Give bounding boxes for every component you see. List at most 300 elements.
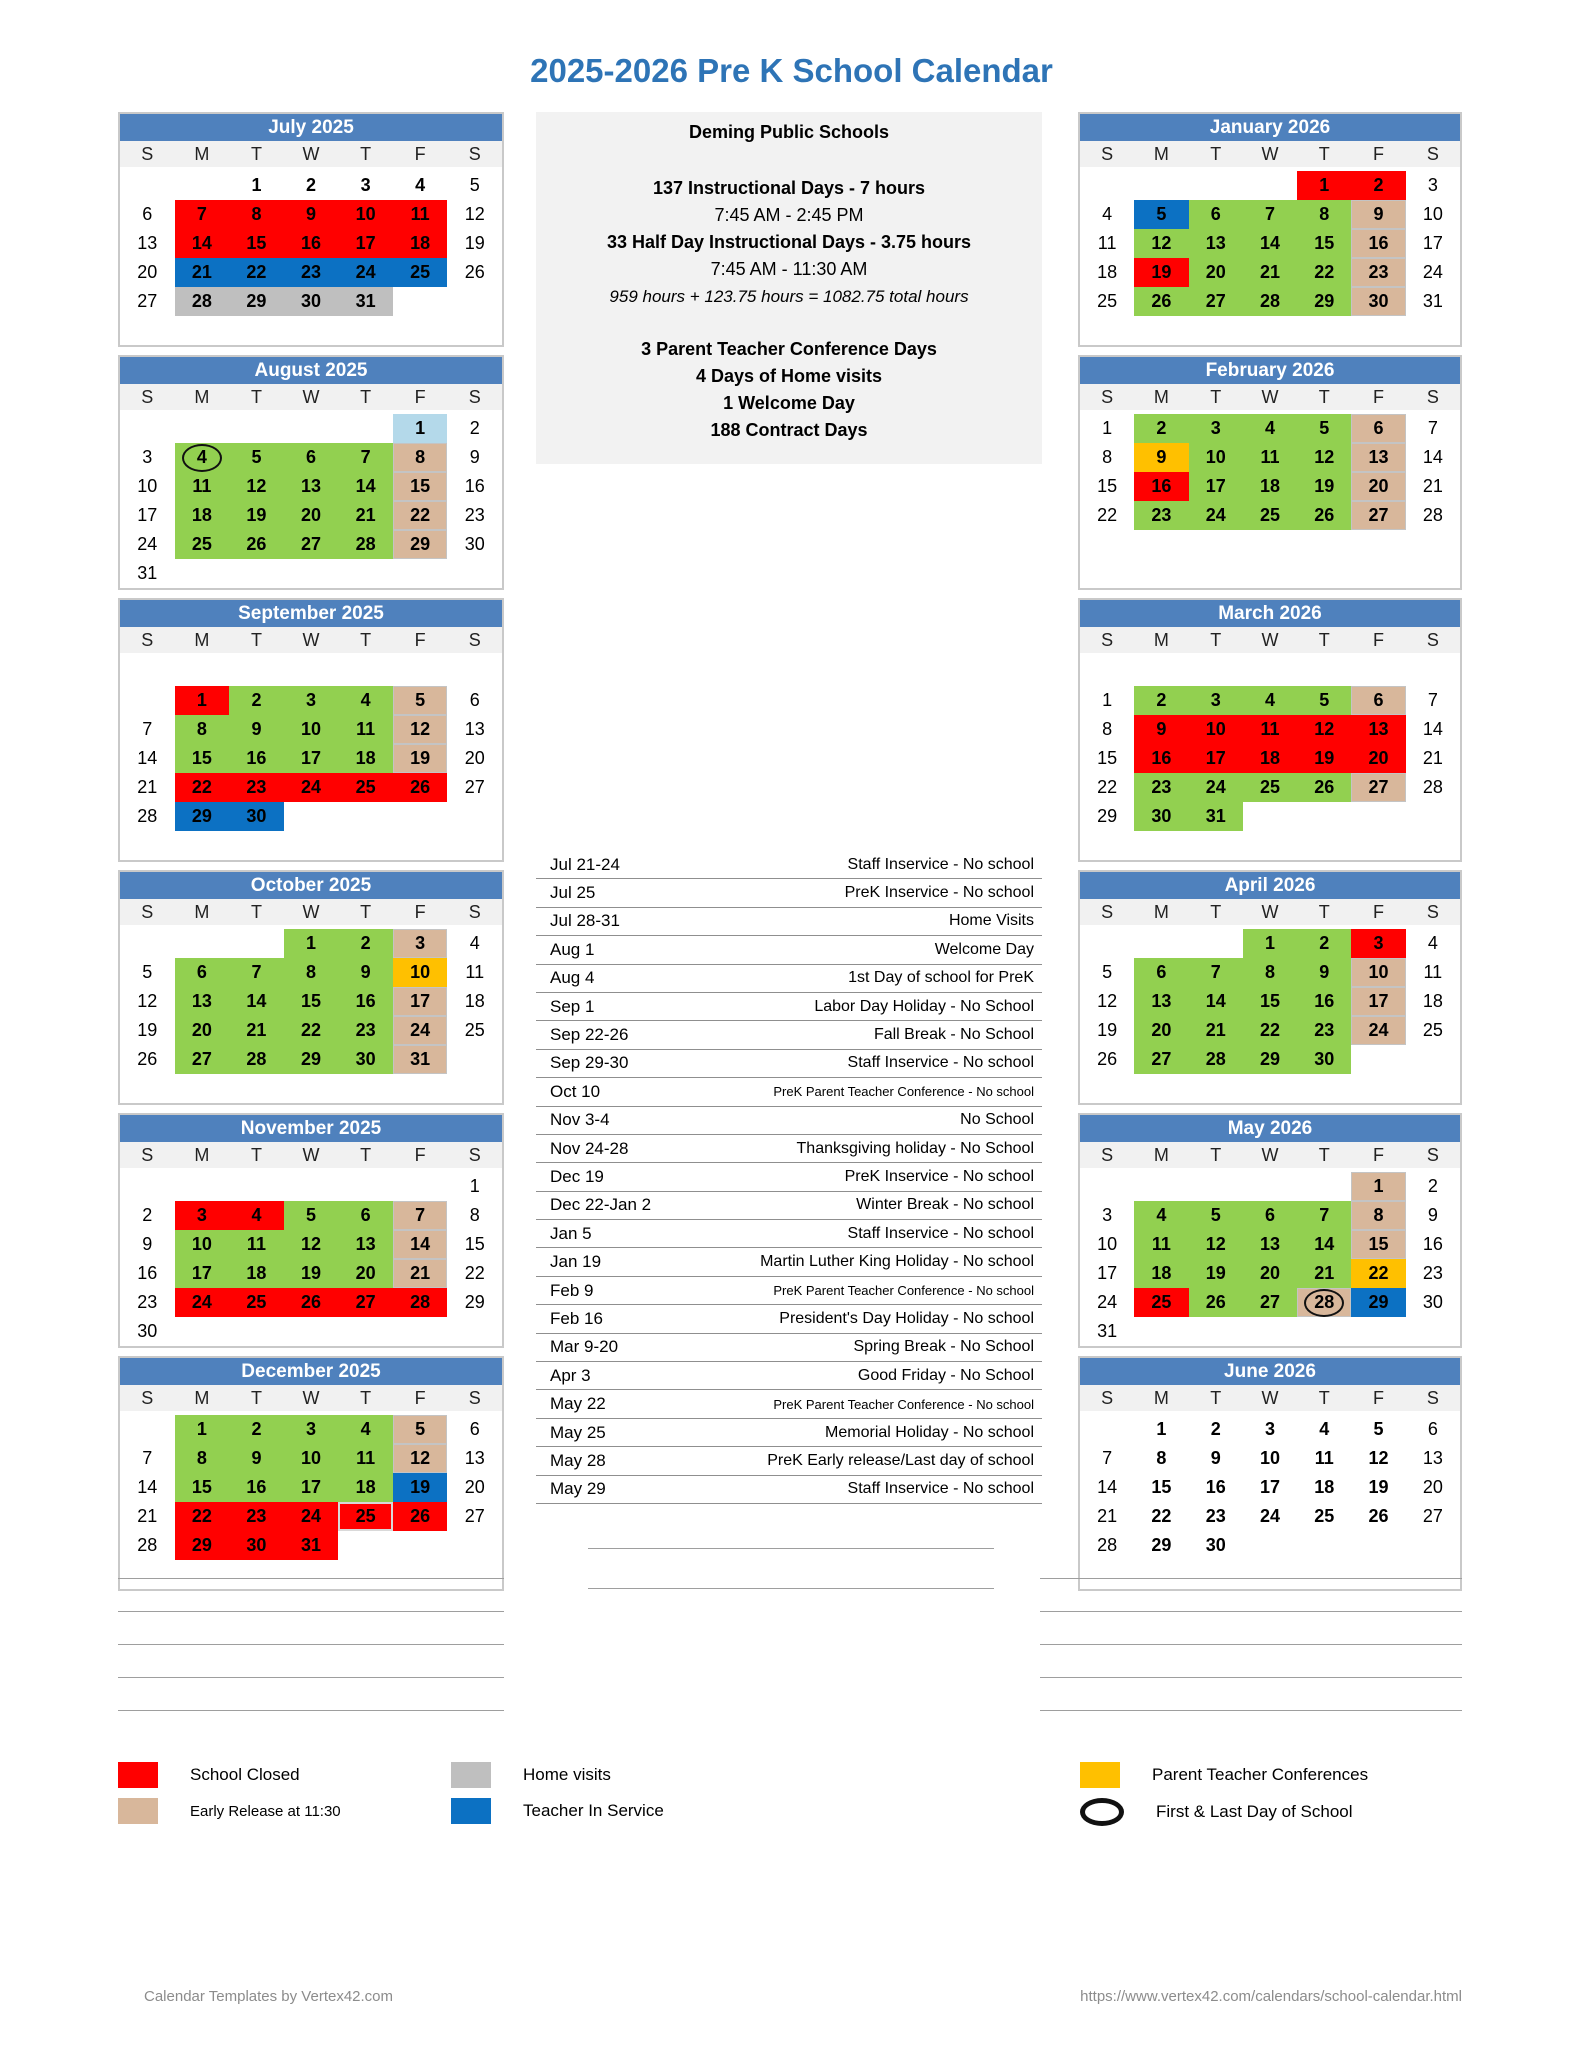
event-date: Jan 5: [550, 1223, 592, 1243]
week-row: [120, 831, 502, 860]
date-cell: 13: [175, 987, 230, 1016]
date-cell: 2: [229, 1415, 284, 1444]
date-cell: 12: [284, 1230, 339, 1259]
empty-cell: [120, 1560, 175, 1589]
info-line: 1 Welcome Day: [723, 393, 855, 413]
date-cell: 13: [1189, 229, 1243, 258]
date-cell: 4: [1102, 204, 1113, 224]
date-cell: 5: [1373, 1419, 1384, 1439]
date-cell: 16: [1205, 1477, 1226, 1497]
date-cell: 6: [284, 443, 339, 472]
empty-cell: [393, 1172, 448, 1201]
date-cell: 29: [284, 1045, 339, 1074]
legend-swatch-y: [1080, 1762, 1120, 1788]
date-cell: 3: [284, 686, 339, 715]
empty-cell: [1243, 1074, 1297, 1103]
note-line: [1040, 1710, 1462, 1711]
legend-swatch-ellipse: [1080, 1798, 1124, 1826]
month-title: November 2025: [120, 1115, 502, 1142]
date-cell: 26: [1097, 1049, 1118, 1069]
empty-cell: [1189, 657, 1243, 686]
date-cell: 1: [393, 414, 448, 443]
day-of-week-label: M: [194, 144, 210, 164]
date-cell: 24: [1189, 773, 1243, 802]
event-row: [536, 1078, 1042, 1106]
info-line: 188 Contract Days: [710, 420, 868, 440]
left-calendar-column: [118, 112, 504, 1599]
date-cell: 22: [1151, 1506, 1172, 1526]
date-cell: 9: [1427, 1205, 1438, 1225]
date-cell: 17: [1259, 1477, 1280, 1497]
date-cell: 5: [1297, 686, 1351, 715]
day-of-week-label: F: [414, 1388, 426, 1408]
day-of-week-label: F: [414, 387, 426, 407]
event-description: 1st Day of school for PreK: [848, 969, 1034, 987]
note-line: [118, 1644, 504, 1645]
day-of-week-label: W: [1261, 387, 1279, 407]
day-of-week-label: S: [1426, 1145, 1439, 1165]
date-cell: 26: [393, 773, 448, 802]
empty-cell: [1406, 831, 1460, 860]
day-of-week-label: S: [468, 630, 481, 650]
date-cell: 28: [1189, 1045, 1243, 1074]
date-cell: 30: [338, 1045, 393, 1074]
date-cell: 12: [1189, 1230, 1243, 1259]
date-cell: 30: [1134, 802, 1188, 831]
date-cell: 11: [1243, 443, 1297, 472]
day-of-week-label: T: [250, 1145, 262, 1165]
date-cell: 17: [338, 229, 393, 258]
event-row: [536, 1277, 1042, 1305]
date-cell: 9: [1297, 958, 1351, 987]
empty-cell: [229, 657, 284, 686]
week-row: [120, 258, 502, 287]
day-of-week-label: T: [1318, 902, 1330, 922]
empty-cell: [1297, 559, 1351, 588]
empty-cell: [120, 929, 175, 958]
empty-cell: [1351, 1560, 1405, 1589]
day-of-week-label: T: [1318, 1145, 1330, 1165]
empty-cell: [120, 657, 175, 686]
event-date: Feb 16: [550, 1308, 603, 1328]
date-cell: 22: [1297, 258, 1351, 287]
empty-cell: [175, 559, 230, 588]
day-of-week-label: S: [141, 144, 154, 164]
date-cell: 28: [393, 1288, 448, 1317]
day-of-week-label: S: [1101, 630, 1114, 650]
empty-cell: [120, 831, 175, 860]
week-row: [120, 1502, 502, 1531]
empty-cell: [1406, 530, 1460, 559]
date-cell: 6: [1427, 1419, 1438, 1439]
date-cell: 2: [1351, 171, 1405, 200]
date-cell: 28: [137, 806, 158, 826]
day-of-week-label: T: [1210, 387, 1222, 407]
event-date: Oct 10: [550, 1081, 601, 1101]
empty-cell: [1351, 802, 1405, 831]
week-row: [1080, 657, 1460, 686]
week-row: [120, 715, 502, 744]
date-cell: 12: [464, 204, 485, 224]
first-last-day-circle: [1304, 1289, 1344, 1317]
empty-cell: [175, 1317, 230, 1346]
date-cell: 19: [1097, 1020, 1118, 1040]
empty-cell: [284, 559, 339, 588]
info-line: [536, 310, 1042, 336]
event-row: [536, 879, 1042, 907]
date-cell: 3: [284, 1415, 339, 1444]
date-cell: 4: [1319, 1419, 1330, 1439]
date-cell: 4: [1243, 414, 1297, 443]
date-cell: 24: [284, 773, 339, 802]
empty-cell: [1080, 831, 1134, 860]
week-row: [1080, 316, 1460, 345]
date-cell: 9: [469, 447, 480, 467]
date-cell: 18: [1314, 1477, 1335, 1497]
day-of-week-label: S: [141, 1388, 154, 1408]
date-cell: 22: [1097, 777, 1118, 797]
legend-swatch-b: [451, 1798, 491, 1824]
date-cell: 3: [1189, 686, 1243, 715]
date-cell: 4: [338, 1415, 393, 1444]
date-cell: 14: [137, 1477, 158, 1497]
week-row: [120, 414, 502, 443]
date-cell: 30: [1422, 1292, 1443, 1312]
week-row: [120, 1230, 502, 1259]
date-cell: 16: [229, 1473, 284, 1502]
month-calendar-january-2026: [1078, 112, 1462, 347]
empty-cell: [338, 1317, 393, 1346]
date-cell: 25: [1422, 1020, 1443, 1040]
day-of-week-label: F: [414, 630, 426, 650]
event-description: Home Visits: [948, 912, 1034, 930]
event-row: [536, 1050, 1042, 1078]
empty-cell: [175, 1560, 230, 1589]
event-date: Dec 22-Jan 2: [550, 1195, 652, 1215]
empty-cell: [175, 171, 230, 200]
day-of-week-label: S: [1426, 902, 1439, 922]
date-cell: 22: [229, 258, 284, 287]
footer-url-link[interactable]: https://www.vertex42.com/calendars/school-calendar.html: [1080, 1988, 1462, 2005]
empty-cell: [393, 559, 448, 588]
empty-cell: [120, 1172, 175, 1201]
day-of-week-label: T: [1210, 1388, 1222, 1408]
date-cell: 27: [175, 1045, 230, 1074]
week-row: [120, 1560, 502, 1589]
event-description: Staff Inservice - No school: [847, 855, 1034, 873]
legend-item: [451, 1798, 664, 1824]
event-date: May 25: [550, 1422, 606, 1442]
empty-cell: [284, 1560, 339, 1589]
date-cell: 22: [464, 1263, 485, 1283]
date-cell: 1: [284, 929, 339, 958]
date-cell: 2: [338, 929, 393, 958]
date-cell: 21: [137, 1506, 158, 1526]
empty-cell: [338, 831, 393, 860]
event-date: Jan 19: [550, 1252, 602, 1272]
date-cell: 28: [137, 1535, 158, 1555]
empty-cell: [1297, 1531, 1351, 1560]
date-cell: 30: [1205, 1535, 1226, 1555]
date-cell: 30: [1351, 287, 1405, 316]
date-cell: 7: [229, 958, 284, 987]
week-row: [120, 987, 502, 1016]
empty-cell: [120, 1415, 175, 1444]
week-row: [120, 744, 502, 773]
date-cell: 12: [229, 472, 284, 501]
date-cell: 17: [1351, 987, 1405, 1016]
empty-cell: [338, 559, 393, 588]
first-last-day-circle: [182, 444, 222, 472]
date-cell: 3: [1102, 1205, 1113, 1225]
date-cell: 19: [1297, 472, 1351, 501]
day-of-week-label: S: [1101, 387, 1114, 407]
month-calendar-july-2025: [118, 112, 504, 347]
date-cell: 11: [1134, 1230, 1188, 1259]
info-line: 137 Instructional Days - 7 hours: [652, 178, 926, 198]
empty-cell: [338, 414, 393, 443]
date-cell: 27: [1351, 501, 1405, 530]
date-cell: 1: [469, 1176, 480, 1196]
date-cell: 10: [1189, 443, 1243, 472]
date-cell: 22: [284, 1016, 339, 1045]
date-cell: 23: [1297, 1016, 1351, 1045]
date-cell: 13: [338, 1230, 393, 1259]
date-cell: 20: [1422, 1477, 1443, 1497]
date-cell: 8: [1297, 200, 1351, 229]
event-date: Aug 1: [550, 939, 595, 959]
date-cell: 28: [1097, 1535, 1118, 1555]
day-of-week-label: S: [468, 1388, 481, 1408]
date-cell: 11: [175, 472, 230, 501]
legend-item: [1080, 1762, 1368, 1788]
info-line: 3 Parent Teacher Conference Days: [641, 339, 937, 359]
date-cell: 4: [1134, 1201, 1188, 1230]
date-cell: 1: [175, 686, 230, 715]
empty-cell: [393, 657, 448, 686]
date-cell: 2: [1427, 1176, 1438, 1196]
week-row: [1080, 744, 1460, 773]
day-of-week-label: S: [1426, 1388, 1439, 1408]
empty-cell: [1134, 171, 1188, 200]
date-cell: 14: [1422, 447, 1443, 467]
date-cell: 15: [464, 1234, 485, 1254]
week-row: [1080, 1317, 1460, 1346]
day-of-week-label: F: [414, 144, 426, 164]
week-row: [1080, 1045, 1460, 1074]
empty-cell: [1297, 1172, 1351, 1201]
month-title: April 2026: [1080, 872, 1460, 899]
date-cell: 20: [1351, 472, 1405, 501]
date-cell: 16: [1422, 1234, 1443, 1254]
date-cell: 25: [1134, 1288, 1188, 1317]
week-row: [1080, 1201, 1460, 1230]
week-row: [1080, 802, 1460, 831]
empty-cell: [120, 1074, 175, 1103]
date-cell: 12: [1297, 443, 1351, 472]
day-of-week-label: T: [360, 387, 372, 407]
empty-cell: [1406, 802, 1460, 831]
week-row: [1080, 287, 1460, 316]
date-cell: 24: [175, 1288, 230, 1317]
day-of-week-label: T: [1318, 1388, 1330, 1408]
date-cell: 18: [229, 1259, 284, 1288]
date-cell: 13: [284, 472, 339, 501]
date-cell: 27: [464, 777, 485, 797]
date-cell: 17: [393, 987, 448, 1016]
date-cell: 18: [464, 991, 485, 1011]
date-cell: 15: [1097, 748, 1118, 768]
empty-cell: [447, 657, 502, 686]
empty-cell: [1134, 559, 1188, 588]
day-of-week-label: S: [141, 902, 154, 922]
empty-cell: [1406, 1560, 1460, 1589]
legend-label: Early Release at 11:30: [190, 1802, 341, 1820]
info-lines: [536, 175, 1042, 444]
event-description: No School: [960, 1111, 1034, 1129]
legend-swatch-t: [118, 1798, 158, 1824]
week-row: [120, 1473, 502, 1502]
empty-cell: [1406, 1317, 1460, 1346]
note-line: [588, 1548, 994, 1549]
empty-cell: [1134, 1317, 1188, 1346]
week-row: [120, 1201, 502, 1230]
event-date: Aug 4: [550, 968, 595, 988]
empty-cell: [1189, 831, 1243, 860]
date-cell: 28: [338, 530, 393, 559]
date-cell: 31: [1097, 1321, 1118, 1341]
empty-cell: [284, 316, 339, 345]
empty-cell: [447, 1560, 502, 1589]
empty-cell: [1134, 1560, 1188, 1589]
empty-cell: [1080, 657, 1134, 686]
date-cell: 10: [175, 1230, 230, 1259]
date-cell: 16: [229, 744, 284, 773]
week-row: [1080, 1230, 1460, 1259]
day-of-week-header: [1080, 1385, 1460, 1411]
date-cell: 25: [1243, 773, 1297, 802]
date-cell: 11: [1423, 962, 1443, 982]
day-of-week-label: W: [1261, 144, 1279, 164]
date-cell: 17: [1189, 744, 1243, 773]
day-of-week-label: T: [1210, 144, 1222, 164]
week-row: [1080, 530, 1460, 559]
date-cell: 24: [284, 1502, 339, 1531]
month-calendar-june-2026: [1078, 1356, 1462, 1591]
date-cell: 5: [393, 1415, 448, 1444]
date-cell: 21: [1422, 476, 1443, 496]
date-cell: 3: [360, 175, 371, 195]
date-cell: 5: [469, 175, 480, 195]
page-title: 2025-2026 Pre K School Calendar: [530, 52, 1053, 89]
info-line: 33 Half Day Instructional Days - 3.75 hours: [606, 232, 972, 252]
event-date: May 22: [550, 1394, 606, 1414]
date-cell: 19: [1368, 1477, 1389, 1497]
date-cell: 21: [1243, 258, 1297, 287]
empty-cell: [1297, 316, 1351, 345]
event-description: Welcome Day: [934, 940, 1034, 958]
date-cell: 15: [175, 744, 230, 773]
empty-cell: [284, 414, 339, 443]
day-of-week-header: [120, 627, 502, 653]
empty-cell: [229, 1074, 284, 1103]
date-cell: 24: [1422, 262, 1443, 282]
week-row: [1080, 443, 1460, 472]
day-of-week-label: S: [1101, 1145, 1114, 1165]
empty-cell: [229, 559, 284, 588]
month-title: March 2026: [1080, 600, 1460, 627]
empty-cell: [1080, 559, 1134, 588]
date-cell: 14: [1097, 1477, 1118, 1497]
date-cell: 18: [1134, 1259, 1188, 1288]
event-row: [536, 1220, 1042, 1248]
event-row: [536, 993, 1042, 1021]
event-date: Sep 22-26: [550, 1025, 629, 1045]
date-cell: 19: [1134, 258, 1188, 287]
day-of-week-label: W: [1261, 1145, 1279, 1165]
date-cell: 8: [1102, 719, 1113, 739]
empty-cell: [175, 929, 230, 958]
date-cell: 26: [284, 1288, 339, 1317]
empty-cell: [393, 1074, 448, 1103]
date-cell: 12: [137, 991, 158, 1011]
date-cell: 2: [1210, 1419, 1221, 1439]
date-cell: 8: [229, 200, 284, 229]
date-cell: 16: [1351, 229, 1405, 258]
event-date: Nov 3-4: [550, 1110, 610, 1130]
date-cell: 2: [142, 1205, 153, 1225]
date-cell: 18: [175, 501, 230, 530]
date-cell: 17: [284, 1473, 339, 1502]
empty-cell: [1406, 1074, 1460, 1103]
date-cell: 7: [1427, 418, 1438, 438]
event-date: Apr 3: [550, 1365, 591, 1385]
week-row: [120, 1444, 502, 1473]
event-description: Staff Inservice - No school: [847, 1224, 1034, 1242]
day-of-week-label: S: [1426, 630, 1439, 650]
week-row: [1080, 773, 1460, 802]
date-cell: 3: [393, 929, 448, 958]
empty-cell: [1243, 316, 1297, 345]
date-cell: 22: [1351, 1259, 1405, 1288]
date-cell: 21: [338, 501, 393, 530]
empty-cell: [175, 316, 230, 345]
empty-cell: [120, 686, 175, 715]
date-cell: 28: [1422, 777, 1443, 797]
date-cell: 6: [1134, 958, 1188, 987]
date-cell: 8: [284, 958, 339, 987]
date-cell: 29: [1097, 806, 1118, 826]
event-date: Dec 19: [550, 1166, 604, 1186]
date-cell: 19: [1297, 744, 1351, 773]
date-cell: 5: [142, 962, 153, 982]
empty-cell: [1351, 831, 1405, 860]
date-cell: 13: [1422, 1448, 1443, 1468]
date-cell: 20: [464, 1477, 485, 1497]
date-cell: 1: [1351, 1172, 1405, 1201]
day-of-week-label: S: [1426, 387, 1439, 407]
date-cell: 2: [1134, 686, 1188, 715]
date-cell: 7: [1297, 1201, 1351, 1230]
date-cell: 1: [1156, 1419, 1167, 1439]
week-row: [120, 1531, 502, 1560]
date-cell: 18: [338, 744, 393, 773]
date-cell: 28: [1297, 1288, 1351, 1317]
week-row: [120, 1317, 502, 1346]
empty-cell: [447, 1317, 502, 1346]
month-title: August 2025: [120, 357, 502, 384]
date-cell: 23: [1205, 1506, 1226, 1526]
